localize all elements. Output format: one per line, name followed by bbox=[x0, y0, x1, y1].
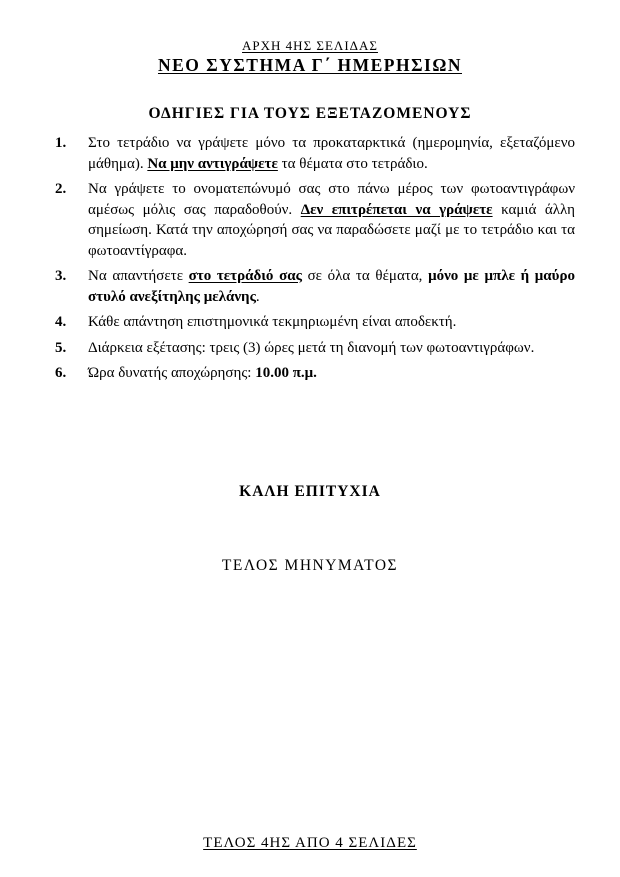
item-text: τα θέματα στο τετράδιο. bbox=[277, 155, 428, 172]
item-text: καμιά άλλη σημείωση. Κατά την αποχώρησή σας να παραδώσετε μαζί με το τετράδιο και τα φωτοαντίγραφα. bbox=[88, 201, 575, 259]
instruction-item-1 bbox=[55, 133, 575, 174]
item-text: Διάρκεια εξέτασης: τρεις (3) ώρες μετά τη διανομή των φωτοαντιγράφων. bbox=[88, 339, 535, 356]
item-number: 5. bbox=[55, 339, 67, 356]
item-text: . bbox=[255, 288, 260, 305]
item-number: 2. bbox=[55, 181, 67, 197]
item-text: Ώρα δυνατής αποχώρησης: bbox=[88, 365, 256, 381]
item-text: Κάθε απάντηση επιστημονικά τεκμηριωμένη είναι αποδεκτή. bbox=[88, 314, 457, 330]
item-emphasis: μόνο με μπλε ή μαύρο στυλό ανεξίτηλης μελάνης bbox=[88, 268, 575, 305]
item-number: 3. bbox=[55, 268, 67, 284]
item-text: Να γράψετε το ονοματεπώνυμό σας στο πάνω μέρος των φωτοαντιγράφων αμέσως μόλις σας παραδοθούν. bbox=[88, 181, 575, 218]
item-emphasis: Δεν επιτρέπεται να γράψετε bbox=[300, 201, 493, 218]
item-text: Να απαντήσετε bbox=[88, 268, 189, 284]
page-end-marker: ΤΕΛΟΣ 4ΗΣ ΑΠΟ 4 ΣΕΛΙΔΕΣ bbox=[203, 835, 417, 851]
item-emphasis: Να μην αντιγράψετε bbox=[147, 155, 278, 172]
item-number: 1. bbox=[55, 135, 67, 151]
end-of-message: ΤΕΛΟΣ ΜΗΝΥΜΑΤΟΣ bbox=[221, 557, 399, 574]
page-start-marker: ΑΡΧΗ 4ΗΣ ΣΕΛΙΔΑΣ bbox=[242, 38, 378, 53]
good-luck-message: ΚΑΛΗ ΕΠΙΤΥΧΙΑ bbox=[239, 483, 381, 500]
instructions-heading: ΟΔΗΓΙΕΣ ΓΙΑ ΤΟΥΣ ΕΞΕΤΑΖΟΜΕΝΟΥΣ bbox=[148, 105, 472, 122]
instruction-item-4 bbox=[55, 312, 575, 333]
item-number: 6. bbox=[55, 365, 67, 381]
instruction-item-2 bbox=[55, 179, 575, 261]
item-emphasis: 10.00 π.μ. bbox=[255, 365, 317, 381]
instruction-item-6 bbox=[55, 363, 575, 384]
item-text: Στο τετράδιο να γράψετε μόνο τα προκαταρκτικά (ημερομηνία, εξεταζόμενο μάθημα). bbox=[88, 135, 575, 172]
exam-system-title: ΝΕΟ ΣΥΣΤΗΜΑ Γ΄ ΗΜΕΡΗΣΙΩΝ bbox=[157, 55, 462, 75]
item-number: 4. bbox=[55, 314, 67, 330]
item-text: σε όλα τα θέματα, bbox=[301, 268, 429, 284]
item-emphasis: στο τετράδιό σας bbox=[188, 268, 302, 284]
instructions-list bbox=[55, 133, 575, 389]
instruction-item-3 bbox=[55, 266, 575, 307]
instruction-item-5 bbox=[55, 338, 575, 359]
